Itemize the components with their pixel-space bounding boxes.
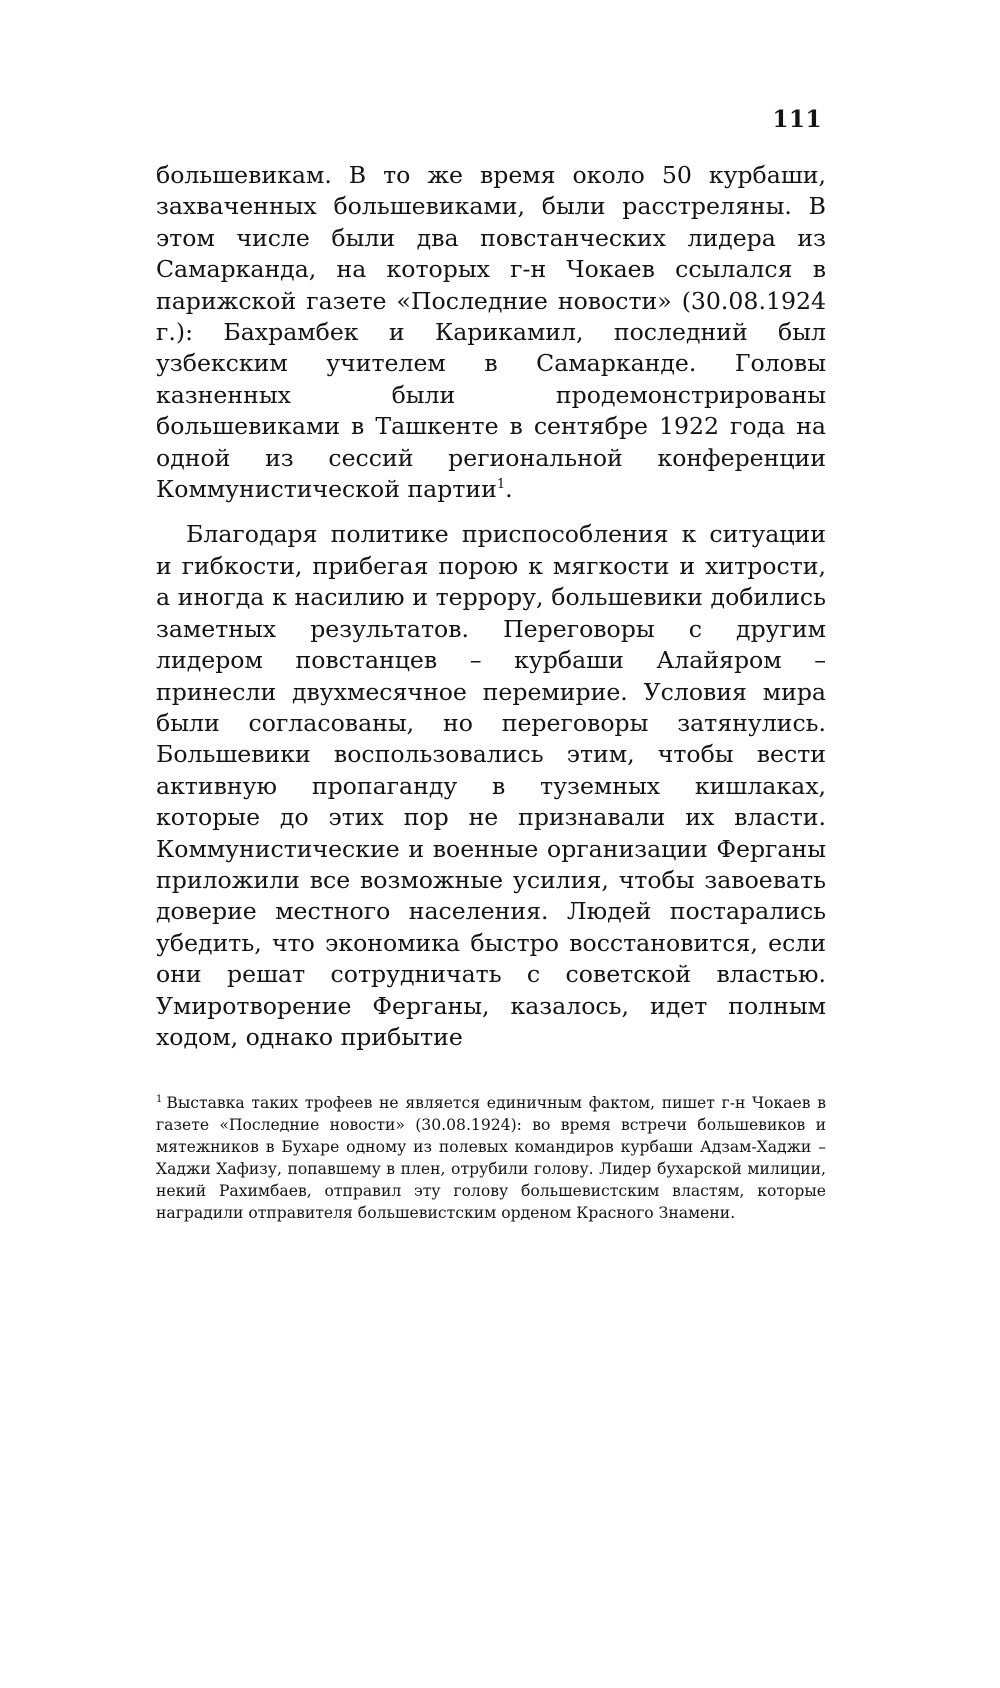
body-paragraph-1	[156, 160, 826, 505]
main-text	[156, 160, 826, 1053]
footnote-marker: 1	[156, 1093, 163, 1105]
footnote-reference: 1	[496, 477, 506, 493]
footnote	[156, 1092, 826, 1224]
footnote-text: Выставка таких трофеев не является единичным фактом, пишет г-н Чокаев в газете «Последние новости» (30.08.1924): во время встречи большевиков и мятежников в Бухаре одному из полевых командиров курбаши Адзам-Хаджи – Хаджи Хафизу, попавшему в плен, отрубили голову. Лидер бухарской милиции, некий Рахимбаев, отправил эту голову большевистским властям, которые наградили отправителя большевистским орденом Красного Знамени.	[156, 1094, 826, 1222]
body-paragraph-1-end: .	[505, 475, 513, 504]
body-paragraph-1-text: большевикам. В то же время около 50 курбаши, захваченных большевиками, были расстреляны. В этом числе были два повстанческих лидера из Самарканда, на которых г-н Чокаев ссылался в парижской газете «Последние новости» (30.08.1924 г.): Бахрамбек и Карикамил, последний был узбекским учителем в Самарканде. Головы казненных были продемонстрированы большевиками в Ташкенте в сентябре 1922 года на одной из сессий региональной конференции Коммунистической партии	[156, 161, 826, 504]
body-paragraph-2: Благодаря политике приспособления к ситуации и гибкости, прибегая порою к мягкости и хитрости, а иногда к насилию и террору, большевики добились заметных результатов. Переговоры с другим лидером повстанцев – курбаши Алайяром – принесли двухмесячное перемирие. Условия мира были согласованы, но переговоры затянулись. Большевики воспользовались этим, чтобы вести активную пропаганду в туземных кишлаках, которые до этих пор не признавали их власти. Коммунистические и военные организации Ферганы приложили все возможные усилия, чтобы завоевать доверие местного населения. Людей постарались убедить, что экономика быстро восстановится, если они решат сотрудничать с советской властью. Умиротворение Ферганы, казалось, идет полным ходом, однако прибытие	[156, 520, 826, 1051]
page-number: 111	[772, 106, 822, 133]
